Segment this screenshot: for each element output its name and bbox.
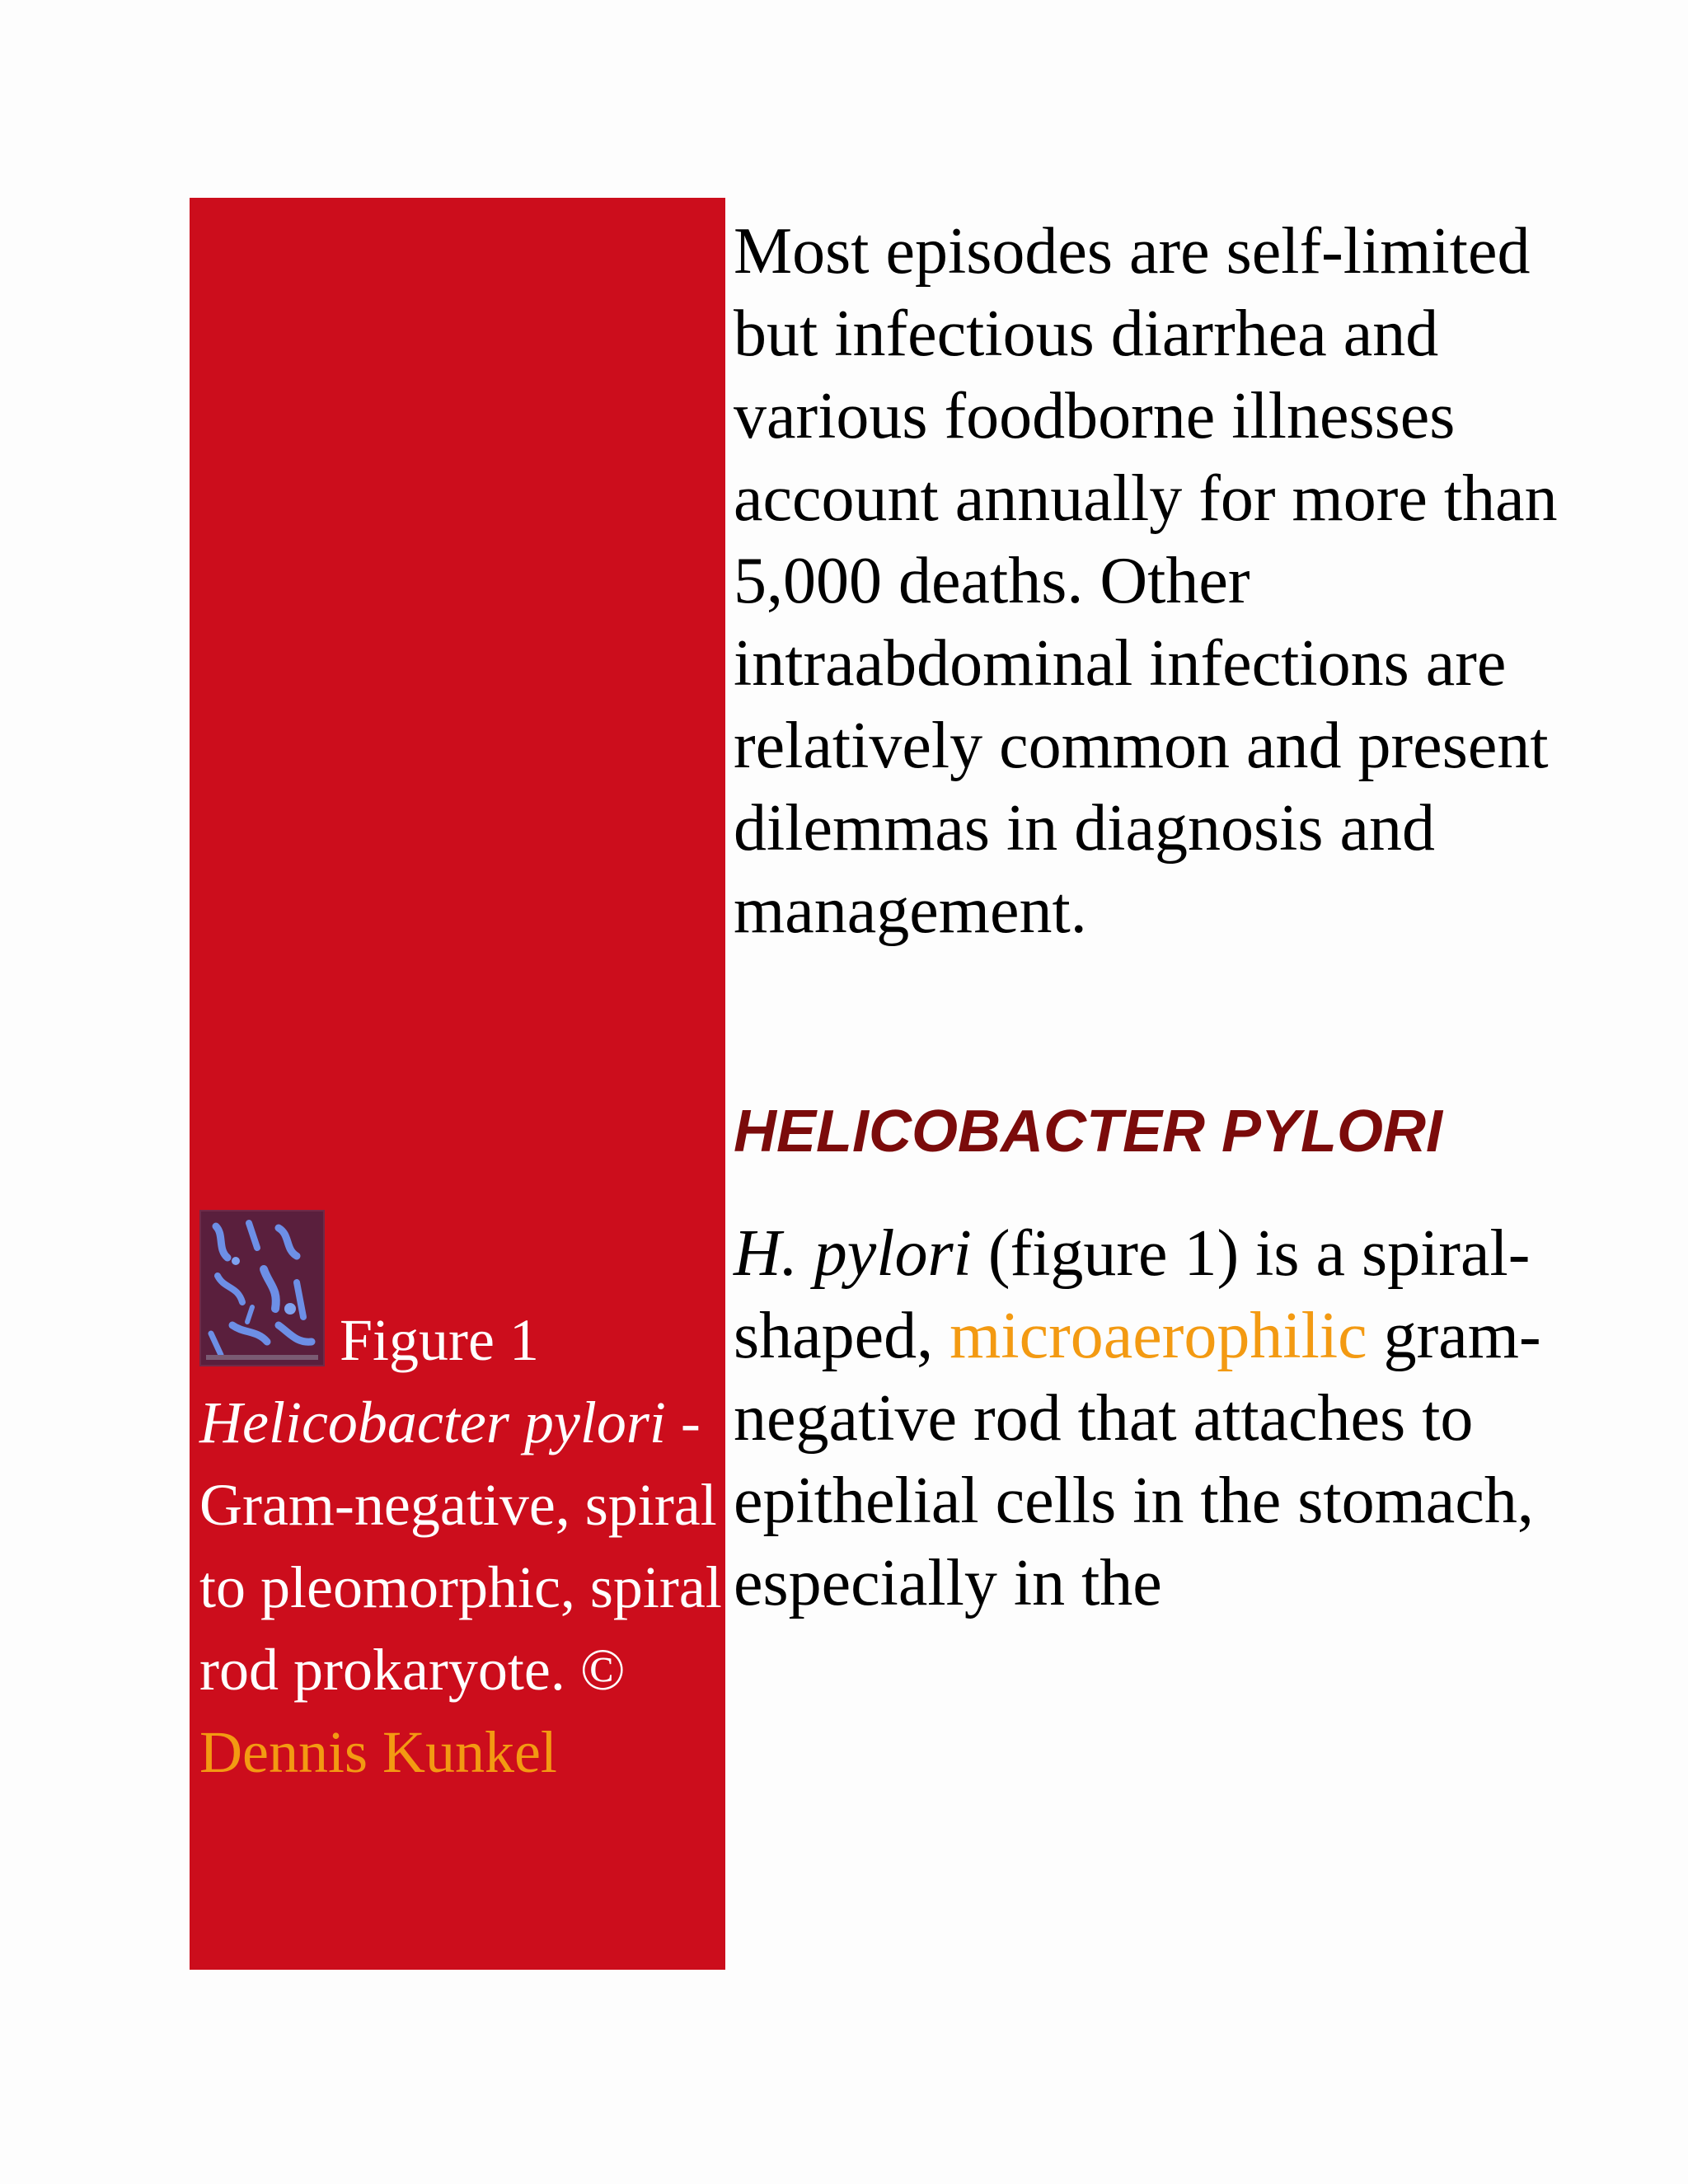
figure-description: - Gram-negative, spiral to pleomorphic, spiral rod prokaryote. © <box>199 1390 722 1703</box>
microaerophilic-link[interactable]: microaerophilic <box>950 1300 1367 1372</box>
section-heading: HELICOBACTER PYLORI <box>734 1099 1443 1165</box>
figure-caption <box>199 1210 724 1793</box>
species-name: Helicobacter pylori <box>199 1390 666 1455</box>
main-content <box>734 210 1558 1624</box>
figure-sidebar <box>190 198 725 1970</box>
photo-credit-link[interactable]: Dennis Kunkel <box>199 1719 557 1785</box>
section-paragraph <box>734 1212 1558 1624</box>
paragraph-text-1: (figure 1) is a spiral-shaped, <box>734 1217 1531 1372</box>
organism-name: H. pylori <box>734 1217 972 1290</box>
intro-paragraph: Most episodes are self-limited but infectious diarrhea and various foodborne illnesses account annually for more than 5,000 deaths. Other intraabdominal infections are relatively common and present dilemmas in diagnosis and management. <box>734 215 1558 947</box>
bacteria-micrograph-thumbnail[interactable] <box>199 1210 325 1366</box>
figure-label: Figure 1 <box>340 1307 539 1373</box>
paragraph-text-2: gram-negative rod that attaches to epithelial cells in the stomach, especially in the <box>734 1300 1541 1619</box>
